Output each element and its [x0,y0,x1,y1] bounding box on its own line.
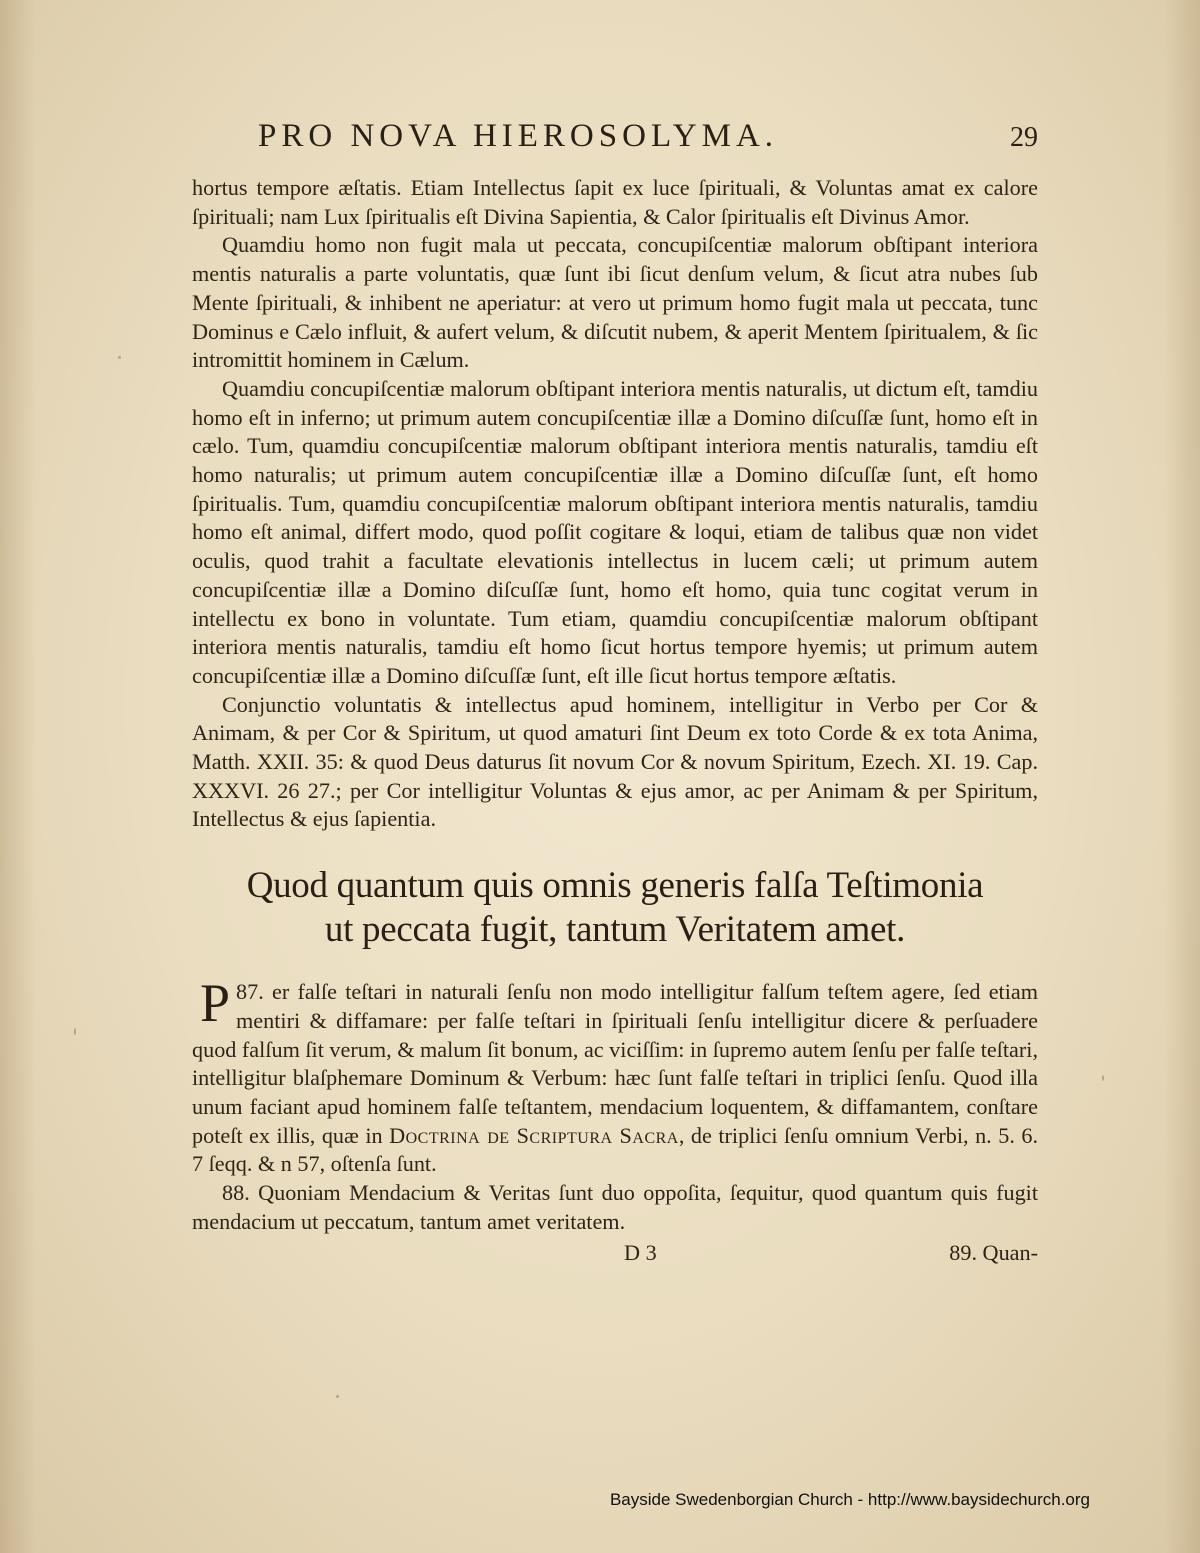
page-body [192,174,1038,1269]
drop-cap: P [200,973,231,1034]
watermark-credit: Bayside Swedenborgian Church - http://www.baysidechurch.org [609,1490,1090,1509]
heading-line-1: Quod quantum quis omnis generis falſa Teſtimonia [246,865,984,907]
ink-speck [336,1395,339,1398]
running-title: PRO NOVA HIEROSOLYMA. [258,118,779,154]
ink-speck [74,1028,76,1035]
paragraph: Quamdiu homo non fugit mala ut peccata, concupiſcentiæ malorum obſtipant interiora mentis naturalis a parte voluntatis, quæ ſunt ibi ſicut denſum velum, & ſicut atra nubes ſub Mente ſpirituali, & inhibent ne aperiatur: at vero ut primum homo fugit mala ut peccata, tunc Dominus e Cælo influit, & aufert velum, & diſcutit nubem, & aperit Mentem ſpiritualem, & ſic intromittit hominem in Cælum. [192,232,1038,373]
page-footer [192,1239,1038,1269]
section-number-87: 87. [236,979,264,1005]
paragraph-87-text-end: , de triplici ſenſu omnium Verbi, n. 5. 6. 7 ſeqq. & n 57, oſtenſa ſunt. [192,1122,1039,1177]
paragraph-87-text: er falſe teſtari in naturali ſenſu non modo intelligitur falſum teſtem agere, ſed etiam mentiri & diffamare: per falſe teſtari in ſpirituali ſenſu intelligitur dicere & perſuadere quod falſum ſit verum, & malum ſit bonum, ac viciſſim: in ſupremo autem ſenſu per falſe teſtari, intelligitur blaſphemare Dominum & Verbum: hæc ſunt falſe teſtari in triplici ſenſu. Quod illa unum faciant apud hominem falſe teſtantem, mendacium loquentem, & diffamantem, conſtare poteſt ex illis, quæ in [192,979,1039,1148]
ink-speck [1102,1075,1104,1081]
cited-work-title: Doctrina de Scriptura Sacra [389,1122,679,1148]
paragraph-continuation: hortus tempore æſtatis. Etiam Intellectus ſapit ex luce ſpirituali, & Voluntas amat ex calore ſpirituali; nam Lux ſpiritualis eſt Divina Sapientia, & Calor ſpiritualis eſt Divinus Amor. [192,175,1038,229]
page-number: 29 [1010,122,1038,153]
catchword: 89. Quan- [949,1239,1038,1265]
paragraph-87 [192,973,1039,1179]
paragraph-88: 88. Quoniam Mendacium & Veritas ſunt duo oppoſita, ſequitur, quod quantum quis fugit mendacium ut peccatum, tantum amet veritatem. [192,1180,1038,1234]
section-heading [192,864,1038,952]
paragraph: Conjunctio voluntatis & intellectus apud hominem, intelligitur in Verbo per Cor & Animam, & per Cor & Spiritum, ut quod amaturi ſint Deum ex toto Corde & ex tota Anima, Matth. XXII. 35: & quod Deus daturus ſit novum Cor & novum Spiritum, Ezech. XI. 19. Cap. XXXVI. 26 27.; per Cor intelligitur Voluntas & ejus amor, ac per Animam & per Spiritum, Intellectus & ejus ſapientia. [192,691,1038,832]
signature-mark: D 3 [624,1239,657,1265]
paragraph: Quamdiu concupiſcentiæ malorum obſtipant interiora mentis naturalis, ut dictum eſt, tamdiu homo eſt in inferno; ut primum autem concupiſcentiæ illæ a Domino diſcuſſæ ſunt, homo eſt in cælo. Tum, quamdiu concupiſcentiæ malorum obſtipant interiora mentis naturalis, tamdiu eſt homo naturalis; ut primum autem concupiſcentiæ illæ a Domino diſcuſſæ ſunt, eſt homo ſpiritualis. Tum, quamdiu concupiſcentiæ malorum obſtipant interiora mentis naturalis, tamdiu homo eſt animal, differt modo, quod poſſit cogitare & loqui, etiam de talibus quæ non videt oculis, quod trahit a facultate elevationis intellectus in lucem cæli; ut primum autem concupiſcentiæ illæ a Domino diſcuſſæ ſunt, homo eſt homo, quia tunc cogitat verum in intellectu ex bono in voluntate. Tum etiam, quamdiu concupiſcentiæ malorum obſtipant interiora mentis naturalis, tamdiu eſt homo ſicut hortus tempore hyemis; ut primum autem concupiſcentiæ illæ a Domino diſcuſſæ ſunt, eſt ille ſicut hortus tempore æſtatis. [192,375,1038,688]
heading-line-2: ut peccata fugit, tantum Veritatem amet. [324,909,906,951]
ink-speck [118,356,121,359]
page-header [192,118,1038,162]
